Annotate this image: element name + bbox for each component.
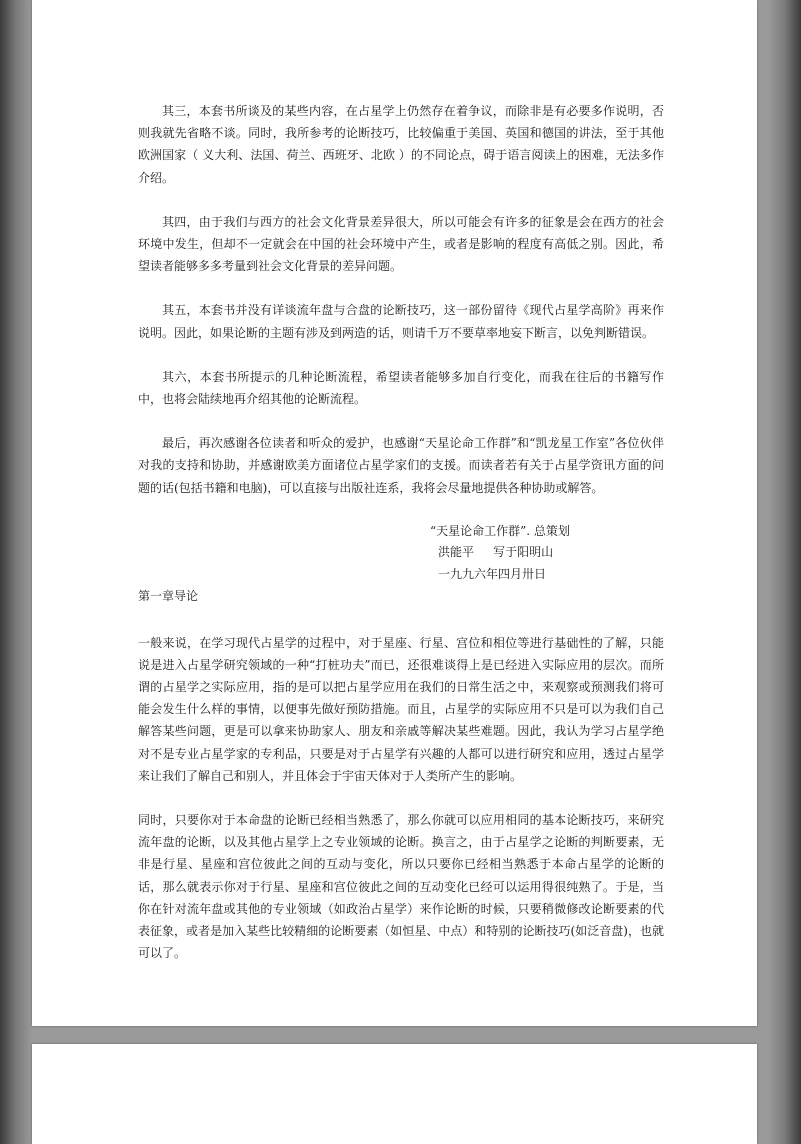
chapter-title: 第一章导论 [138,589,199,604]
signature-date: 一九九六年四月卅日 [438,566,547,581]
paragraph-thanks: 最后，再次感谢各位读者和听众的爱护，也感谢“天星论命工作群”和“凯龙星工作室”各位伙伴对我的支持和协助，并感谢欧美方面诸位占星学家们的支援。而读者若有关于占星学资讯方面的问题的话(包括书籍和电脑)，可以直接与出版社连系，我将会尽量地提供各种协助或解答。 [138,436,664,495]
paragraph-three: 其三，本套书所谈及的某些内容，在占星学上仍然存在着争议，而除非是有必要多作说明，否则我就先省略不谈。同时，我所参考的论断技巧，比较偏重于美国、英国和德国的讲法，至于其他欧洲国家（ 义大利、法国、荷兰、西班牙、北欧 ）的不同论点，碍于语言阅读上的困难，无法多作介绍。 [138,104,664,185]
chapter-paragraph-one: 一般来说，在学习现代占星学的过程中，对于星座、行星、宫位和相位等进行基础性的了解，只能说是进入占星学研究领域的一种“打桩功夫”而已，还很难谈得上是已经进入实际应用的层次。而所谓的占星学之实际应用，指的是可以把占星学应用在我们的日常生活之中，来观察或预测我们将可能会发生什么样的事情，以便事先做好预防措施。而且，占星学的实际应用不只是可以为我们自己解答某些问题，更是可以拿来协助家人、朋友和亲戚等解决某些难题。因此，我认为学习占星学绝对不是专业占星学家的专利品，只要是对于占星学有兴趣的人都可以进行研究和应用，透过占星学来让我们了解自己和别人，并且体会于宇宙天体对于人类所产生的影响。 [138,635,664,783]
chapter-paragraph-two: 同时，只要你对于本命盘的论断已经相当熟悉了，那么你就可以应用相同的基本论断技巧，来研究流年盘的论断，以及其他占星学上之专业领域的论断。换言之，由于占星学之论断的判断要素，无非是行星、星座和宫位彼此之间的互动与变化，所以只要你已经相当熟悉于本命占星学的论断的话，那么就表示你对于行星、星座和宫位彼此之间的互动变化已经可以运用得很纯熟了。于是，当你在针对流年盘或其他的专业领域（如政治占星学）来作论断的时候，只要稍微修改论断要素的代表征象，或者是加入某些比较精细的论断要素（如恒星、中点）和特别的论断技巧(如泛音盘)，也就可以了。 [138,812,664,961]
paragraph-four: 其四，由于我们与西方的社会文化背景差异很大，所以可能会有许多的征象是会在西方的社会环境中发生，但却不一定就会在中国的社会环境中产生，或者是影响的程度有高低之别。因此，希望读者能够多多考量到社会文化背景的差异问题。 [138,214,664,274]
signature-block [430,521,664,586]
signature-org: “天星论命工作群”. 总策划 [430,523,570,538]
page-content [138,100,664,964]
paragraph-six: 其六，本套书所提示的几种论断流程，希望读者能够多加自行变化，而我在往后的书籍写作中，也将会陆续地再介绍其他的论断流程。 [138,369,664,407]
document-page [32,0,757,1026]
next-page [32,1044,757,1144]
paragraph-five: 其五，本套书并没有详谈流年盘与合盘的论断技巧，这一部份留待《现代占星学高阶》再来作说明。因此，如果论断的主题有涉及到两造的话，则请千万不要草率地妄下断言，以免判断错误。 [138,303,664,340]
signature-author: 洪能平 写于阳明山 [438,545,554,560]
